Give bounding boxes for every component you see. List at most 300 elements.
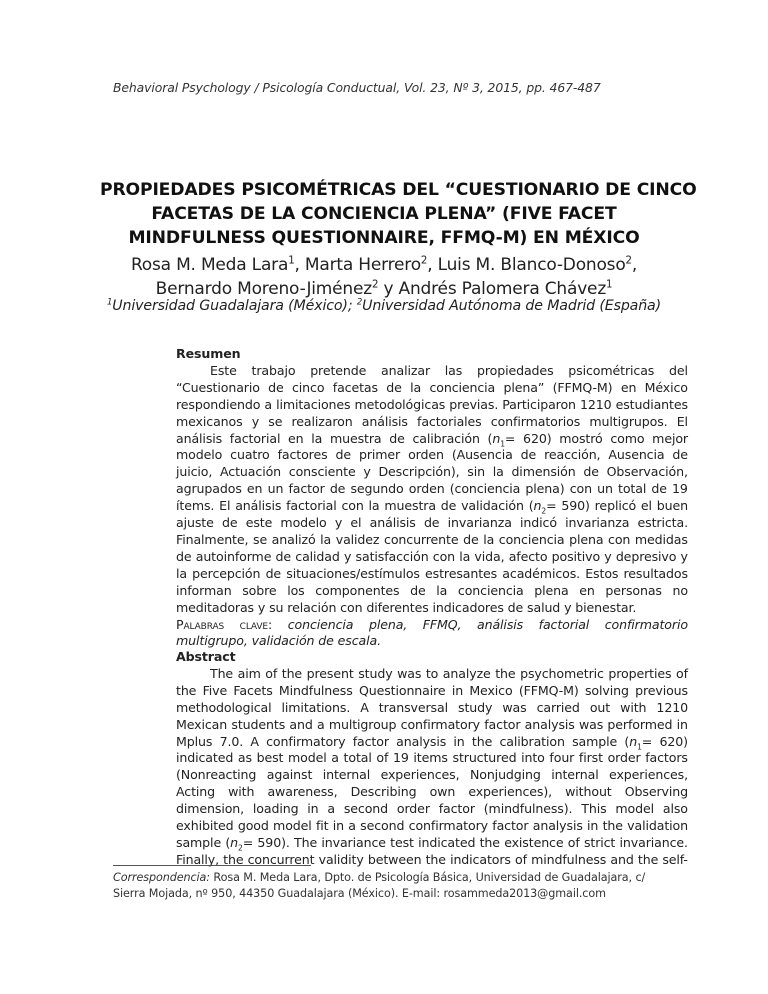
word: A: [360, 699, 369, 715]
affiliation-name: Universidad Guadalajara (México);: [112, 298, 353, 314]
word: solving: [584, 682, 629, 698]
word: muestra: [384, 498, 436, 514]
word: en: [579, 582, 595, 598]
word: in: [332, 818, 344, 834]
word: psychometric: [520, 665, 604, 681]
word: modelo: [280, 515, 327, 531]
text-line: [176, 481, 688, 498]
keyword: factorial: [538, 616, 590, 632]
word: conciencia: [429, 379, 496, 395]
author-separator: ,: [294, 255, 305, 275]
word: como: [610, 430, 645, 446]
word: factorial: [229, 430, 281, 446]
article-title: [100, 178, 697, 250]
word: a: [327, 801, 335, 817]
word: the: [471, 733, 493, 749]
word: analysis: [532, 818, 583, 834]
text-line: [176, 767, 688, 784]
word: of: [515, 851, 527, 867]
word: de: [520, 447, 537, 463]
keyword: FFMQ,: [422, 616, 462, 632]
title-line: PROPIEDADES PSICOMÉTRICAS DEL “CUESTIONARIO DE CINCO: [100, 180, 697, 200]
word: de: [386, 379, 402, 395]
word: Describing: [350, 784, 417, 800]
word: orden: [408, 481, 445, 497]
word: afecto: [508, 548, 548, 564]
word: the: [223, 851, 244, 867]
word: mexicanos: [176, 413, 243, 429]
word: indicated: [176, 750, 234, 766]
word: against: [266, 767, 313, 783]
word: el: [350, 515, 362, 531]
text-line: [176, 464, 688, 481]
word: a: [264, 396, 273, 412]
word: items: [413, 750, 448, 766]
author-name: Luis M. Blanco-Donoso: [437, 255, 626, 275]
text-line: [176, 549, 688, 566]
affiliation-name: Universidad Autónoma de Madrid (España): [362, 298, 661, 314]
word: model: [288, 750, 327, 766]
word: plena: [569, 531, 604, 547]
word: a: [331, 750, 339, 766]
word: modelo: [176, 447, 223, 463]
author-name: Bernardo Moreno-Jiménez: [155, 279, 372, 299]
word: sample: [176, 834, 222, 850]
word: validity: [318, 851, 364, 867]
word: de: [268, 379, 284, 395]
word: the: [479, 834, 500, 850]
word: de: [335, 447, 351, 463]
word: se: [253, 531, 268, 547]
word: con: [432, 548, 456, 564]
word: calibración: [412, 430, 480, 446]
word: factores: [277, 447, 328, 463]
word: in: [453, 733, 465, 749]
affiliation-marker: 1: [288, 255, 295, 267]
word: confirmatory: [400, 716, 480, 732]
text-line: [176, 583, 688, 600]
word: estudiantes: [615, 396, 688, 412]
word: se: [268, 413, 283, 429]
word: validation: [627, 818, 688, 834]
word: ítems.: [176, 498, 215, 514]
word: plena”: [503, 379, 545, 395]
word: vida,: [474, 548, 505, 564]
word: el: [640, 498, 652, 514]
word: was: [397, 665, 422, 681]
word: factor: [492, 818, 529, 834]
word: the: [602, 818, 623, 834]
resumen-section: [176, 346, 688, 650]
footnote-divider: [113, 865, 311, 866]
word: metodológicas: [354, 396, 446, 412]
word: as: [237, 750, 252, 766]
text-line: [176, 750, 688, 767]
word: four: [549, 750, 575, 766]
word: and: [289, 716, 313, 732]
word: Acting: [176, 784, 216, 800]
word: Este: [210, 362, 237, 378]
text-line: [176, 683, 688, 700]
keywords-line: [176, 633, 688, 650]
word: own: [429, 784, 456, 800]
abstract-body: [176, 666, 688, 869]
word: componentes: [315, 582, 400, 598]
word: with: [620, 699, 647, 715]
word: situaciones/estímulos: [286, 565, 420, 581]
word: Mexican: [176, 716, 228, 732]
running-head: Behavioral Psychology / Psicología Conductual, Vol. 23, Nº 3, 2015, pp. 467-487: [113, 80, 601, 95]
word: académicos.: [502, 565, 581, 581]
word: Estos: [585, 565, 619, 581]
word: con: [569, 481, 592, 497]
word: study: [358, 665, 393, 681]
footnote-text: Rosa M. Meda Lara, Dpto. de Psicología Básica, Universidad de Guadalajara, c/: [209, 871, 646, 884]
word: between: [367, 851, 422, 867]
word: also: [662, 801, 688, 817]
word: the: [425, 851, 446, 867]
text-line: [176, 566, 688, 583]
word: (FFMQ-M): [552, 379, 613, 395]
word: un: [267, 481, 284, 497]
word: Participaron: [502, 396, 576, 412]
word: self-: [662, 851, 688, 867]
word: Mexico: [469, 682, 513, 698]
word: dimension,: [176, 801, 245, 817]
word: 590): [561, 498, 590, 514]
word: pretende: [310, 362, 367, 378]
word: satisfacción: [355, 548, 429, 564]
text-line: [176, 397, 688, 414]
word: de: [265, 565, 282, 581]
word: aim: [237, 665, 261, 681]
word: Actuación: [220, 464, 282, 480]
word: estresantes: [425, 565, 498, 581]
author-list: [100, 253, 668, 301]
word: muestra: [329, 430, 382, 446]
word: limitaciones: [276, 396, 351, 412]
word: and: [610, 851, 634, 867]
word: analizar: [381, 362, 431, 378]
word: factorial: [286, 498, 337, 514]
keywords-label: clave:: [239, 616, 273, 632]
word: de: [463, 531, 479, 547]
word: percepción: [192, 565, 261, 581]
word: experiences,: [380, 767, 460, 783]
word: de: [440, 498, 457, 514]
word: limitations.: [281, 699, 351, 715]
word: 620): [659, 733, 688, 749]
word: de: [275, 548, 292, 564]
word: Descripción),: [378, 464, 460, 480]
word: internal: [551, 767, 599, 783]
word: realizaron: [291, 413, 353, 429]
word: Mindfulness: [278, 682, 353, 698]
word: en: [288, 430, 304, 446]
word: ($n_1=$: [624, 733, 653, 752]
word: 19: [672, 481, 688, 497]
text-line: [176, 666, 688, 683]
word: respondiendo: [176, 396, 261, 412]
word: without: [565, 784, 612, 800]
word: análisis: [176, 430, 223, 446]
word: de: [651, 481, 667, 497]
word: 1210: [579, 396, 612, 412]
word: students: [231, 716, 286, 732]
word: validez: [335, 531, 380, 547]
word: analyze: [442, 665, 491, 681]
word: Observing: [624, 784, 688, 800]
word: performed: [607, 716, 673, 732]
affiliation-number: 1: [106, 297, 113, 308]
word: validación: [461, 498, 524, 514]
word: confirmatorios: [490, 413, 581, 429]
word: consciente: [288, 464, 356, 480]
word: loading: [252, 801, 299, 817]
affiliation-marker: 2: [625, 255, 632, 267]
word: en: [246, 481, 263, 497]
word: juicio,: [176, 464, 213, 480]
word: transversal: [378, 699, 448, 715]
word: a: [348, 818, 356, 834]
text-line: [176, 447, 688, 464]
keywords-line: [176, 617, 688, 634]
text-line: [176, 784, 688, 801]
abstract-section: [176, 649, 688, 869]
word: analizó: [271, 531, 316, 547]
word: (Ausencia: [451, 447, 513, 463]
word: Mplus: [176, 733, 213, 749]
word: 1210: [656, 699, 688, 715]
word: invarianza: [565, 515, 630, 531]
word: personas: [605, 582, 662, 598]
word: factors: [645, 750, 688, 766]
word: best: [256, 750, 284, 766]
author-separator: y: [378, 279, 399, 299]
word: replicó: [594, 498, 637, 514]
word: factor: [352, 733, 389, 749]
word: (FFMQ-M): [518, 682, 579, 698]
word: Observación,: [606, 464, 688, 480]
word: con: [608, 531, 631, 547]
text-line: [176, 734, 688, 751]
text-line: [176, 515, 688, 532]
word: agrupados: [176, 481, 242, 497]
word: análisis: [235, 498, 282, 514]
word: Ausencia: [608, 447, 665, 463]
word: resultados: [623, 565, 688, 581]
word: invariance.: [619, 834, 688, 850]
keyword: análisis: [477, 616, 524, 632]
word: y: [363, 464, 371, 480]
word: The: [210, 665, 234, 681]
text-line: [176, 717, 688, 734]
text-line: [176, 818, 688, 835]
footnote-label: Correspondencia:: [113, 871, 210, 884]
word: de: [672, 447, 688, 463]
word: sin: [467, 464, 485, 480]
word: plena): [525, 481, 565, 497]
word: awareness,: [267, 784, 338, 800]
word: strict: [583, 834, 616, 850]
word: the: [176, 682, 197, 698]
word: ($n_2=$: [225, 834, 254, 853]
word: second: [360, 818, 405, 834]
word: concurrente: [384, 531, 459, 547]
word: y: [343, 548, 352, 564]
word: orden: [408, 447, 444, 463]
word: methodological: [176, 699, 272, 715]
word: test: [390, 834, 414, 850]
word: experiences,: [609, 767, 688, 783]
word: existence: [504, 834, 564, 850]
word: invariance: [321, 834, 386, 850]
author-name: Rosa M. Meda Lara: [130, 255, 289, 275]
word: y: [334, 515, 343, 531]
word: order: [607, 750, 641, 766]
word: no: [672, 582, 688, 598]
resumen-body: [176, 363, 688, 617]
author-line: [100, 253, 668, 277]
affiliation-number: 2: [356, 297, 363, 308]
author-separator: ,: [631, 255, 638, 275]
word: cuatro: [230, 447, 270, 463]
word: factor: [438, 801, 475, 817]
author-name: Andrés Palomera Chávez: [398, 279, 607, 299]
word: y: [604, 548, 612, 564]
word: calibration: [499, 733, 565, 749]
word: good: [237, 818, 269, 834]
word: los: [287, 582, 305, 598]
text-line: [176, 414, 688, 431]
word: the: [637, 851, 659, 867]
word: de: [221, 515, 238, 531]
word: las: [444, 362, 463, 378]
text-line: [176, 852, 688, 869]
word: the: [281, 665, 303, 681]
text-line: [176, 700, 688, 717]
word: Nonjudging: [469, 767, 541, 783]
word: was: [578, 716, 604, 732]
word: la: [459, 548, 471, 564]
word: total: [618, 481, 647, 497]
word: sobre: [242, 582, 277, 598]
word: un: [597, 481, 613, 497]
affiliation-marker: 2: [420, 255, 428, 267]
word: este: [245, 515, 273, 531]
word: present: [306, 665, 354, 681]
word: multigrupos.: [589, 413, 668, 429]
word: análisis: [361, 413, 408, 429]
word: first: [578, 750, 603, 766]
word: in: [676, 716, 688, 732]
keywords-values: multigrupo, validación de escala.: [176, 633, 381, 649]
word: (conciencia: [449, 481, 521, 497]
text-line: [176, 380, 688, 397]
word: de: [583, 464, 599, 480]
resumen-heading: Resumen: [176, 346, 241, 361]
word: Questionnaire: [358, 682, 446, 698]
word: factor: [484, 716, 521, 732]
word: 590).: [257, 834, 290, 850]
text-line: [176, 431, 688, 448]
text-line: [176, 532, 688, 549]
word: la: [483, 531, 495, 547]
word: (mindfulness).: [483, 801, 573, 817]
text-line: [176, 363, 688, 380]
text-line: meditadoras y su relación con diferentes indicadores de salud y bienestar.: [176, 599, 637, 615]
keyword: confirmatorio: [604, 616, 688, 632]
word: la: [368, 498, 380, 514]
word: la: [436, 582, 448, 598]
word: México: [644, 379, 688, 395]
word: A: [250, 733, 259, 749]
word: invarianza: [447, 515, 512, 531]
word: in: [307, 801, 319, 817]
word: trabajo: [251, 362, 296, 378]
word: de: [176, 548, 192, 564]
word: psicométricas: [568, 362, 655, 378]
word: autoinforme: [195, 548, 272, 564]
correspondence-footnote: [113, 870, 673, 902]
word: carried: [536, 699, 580, 715]
word: total: [343, 750, 372, 766]
keywords-label: Palabras: [176, 616, 225, 632]
word: facetas: [332, 379, 378, 395]
word: de: [329, 481, 346, 497]
word: exhibited: [176, 818, 234, 834]
word: previas.: [449, 396, 499, 412]
keyword: conciencia: [287, 616, 354, 632]
word: en: [620, 379, 637, 395]
word: model: [615, 801, 654, 817]
word: a: [316, 716, 325, 732]
word: y: [680, 548, 688, 564]
word: of: [676, 665, 688, 681]
word: model: [273, 818, 312, 834]
word: 7.0.: [219, 733, 244, 749]
word: y: [251, 413, 260, 429]
author-separator: ,: [427, 255, 438, 275]
affiliation-marker: 2: [371, 279, 379, 291]
word: in: [451, 682, 464, 698]
keyword: plena,: [368, 616, 408, 632]
word: factor: [288, 481, 325, 497]
abstract-heading: Abstract: [176, 649, 236, 664]
word: la: [311, 430, 323, 446]
word: de: [410, 582, 426, 598]
word: indicó: [520, 515, 557, 531]
word: analysis: [396, 733, 447, 749]
word: confirmatory: [266, 733, 346, 749]
word: medidas: [634, 531, 688, 547]
word: ajuste: [176, 515, 214, 531]
word: conciencia: [498, 531, 565, 547]
word: study: [458, 699, 493, 715]
word: la: [410, 379, 422, 395]
word: primer: [358, 447, 401, 463]
word: fit: [315, 818, 329, 834]
word: of: [265, 665, 278, 681]
word: concurrent: [247, 851, 315, 867]
word: experiences),: [468, 784, 553, 800]
word: la: [176, 565, 187, 581]
word: with: [228, 784, 255, 800]
word: Finally,: [176, 851, 220, 867]
title-line: MINDFULNESS QUESTIONNAIRE, FFMQ-M) EN MÉXICO: [128, 228, 640, 248]
word: mejor: [652, 430, 688, 446]
word: internal: [322, 767, 371, 783]
